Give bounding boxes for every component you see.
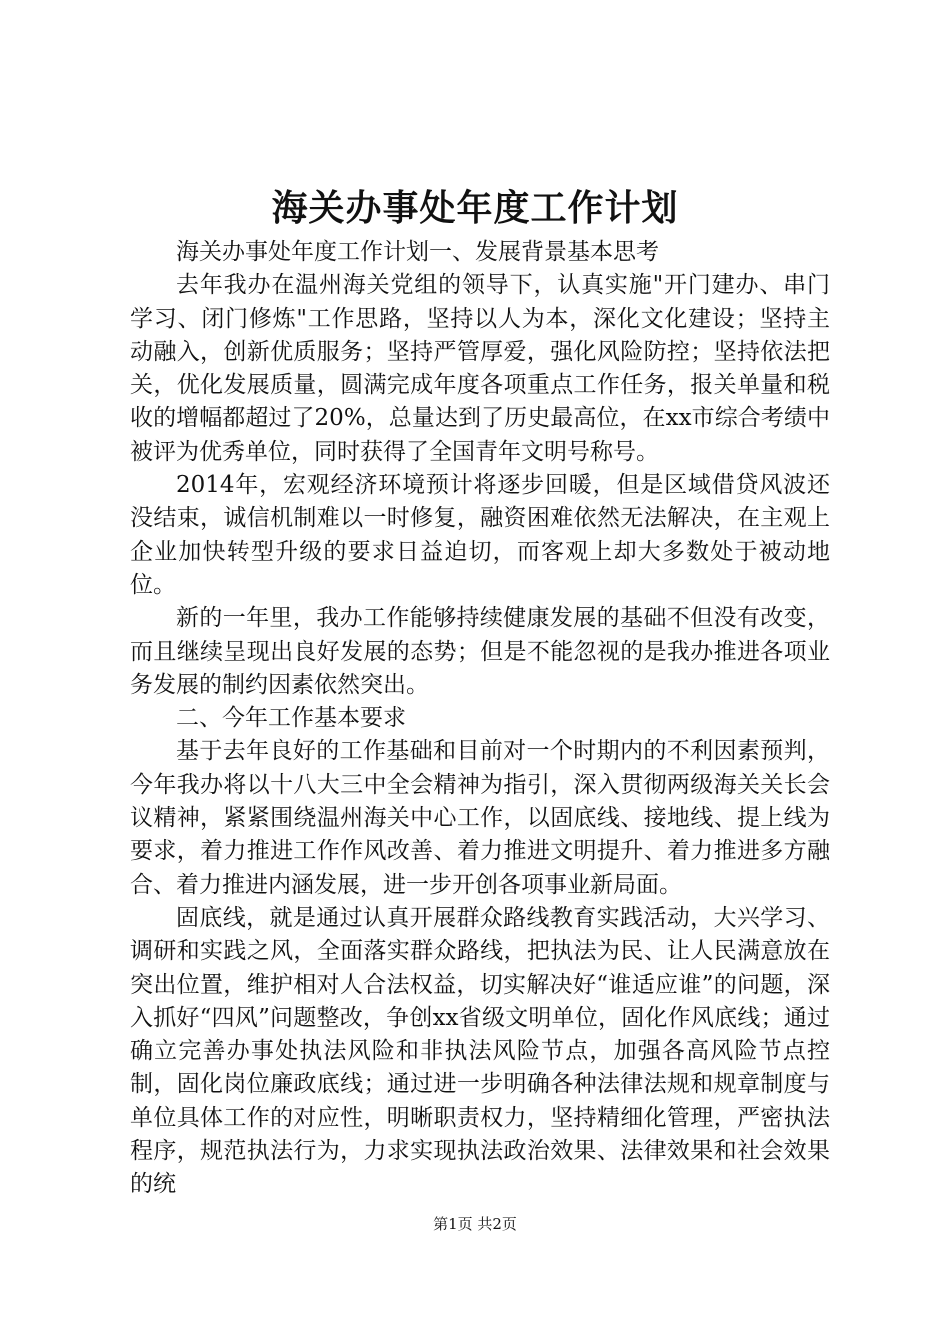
paragraph-economic-outlook: 2014年，宏观经济环境预计将逐步回暖，但是区域借贷风波还没结束，诚信机制难以一时修复，融资困难依然无法解决，在主观上企业加快转型升级的要求日益迫切，而客观上却大多数处于被动地位。 bbox=[130, 472, 830, 598]
paragraph-bottom-line: 固底线，就是通过认真开展群众路线教育实践活动，大兴学习、调研和实践之风，全面落实群众路线，把执法为民、让人民满意放在突出位置，维护相对人合法权益，切实解决好“谁适应谁”的问题，深入抓好“四风”问题整改，争创xx省级文明单位，固化作风底线；通过确立完善办事处执法风险和非执法风险节点，加强各高风险节点控制，固化岗位廉政底线；通过进一步明确各种法律法规和规章制度与单位具体工作的对应性，明晰职责权力，坚持精细化管理，严密执法程序，规范执法行为，力求实现执法政治效果、法律效果和社会效果的统 bbox=[130, 904, 830, 1198]
document-body bbox=[130, 236, 830, 1202]
paragraph-basic-requirements: 基于去年良好的工作基础和目前对一个时期内的不利因素预判，今年我办将以十八大三中全会精神为指引，深入贯彻两级海关关长会议精神，紧紧围绕温州海关中心工作，以固底线、接地线、提上线为要求，着力推进工作作风改善、着力推进文明提升、着力推进多方融合、着力推进内涵发展，进一步开创各项事业新局面。 bbox=[130, 738, 830, 898]
paragraph-section-heading-2: 二、今年工作基本要求 bbox=[176, 705, 406, 732]
document-title: 海关办事处年度工作计划 bbox=[271, 187, 679, 229]
paragraph-last-year-review: 去年我办在温州海关党组的领导下，认真实施"开门建办、串门学习、闭门修炼"工作思路，坚持以人为本，深化文化建设；坚持主动融入，创新优质服务；坚持严管厚爱，强化风险防控；坚持依法把关，优化发展质量，圆满完成年度各项重点工作任务，报关单量和税收的增幅都超过了20%，总量达到了历史最高位，在xx市综合考绩中被评为优秀单位，同时获得了全国青年文明号称号。 bbox=[130, 272, 830, 465]
paragraph-new-year: 新的一年里，我办工作能够持续健康发展的基础不但没有改变，而且继续呈现出良好发展的态势；但是不能忽视的是我办推进各项业务发展的制约因素依然突出。 bbox=[130, 605, 830, 698]
paragraph-section-heading-1: 海关办事处年度工作计划一、发展背景基本思考 bbox=[176, 239, 659, 265]
page-number-footer: 第1页 共2页 bbox=[433, 1215, 517, 1233]
